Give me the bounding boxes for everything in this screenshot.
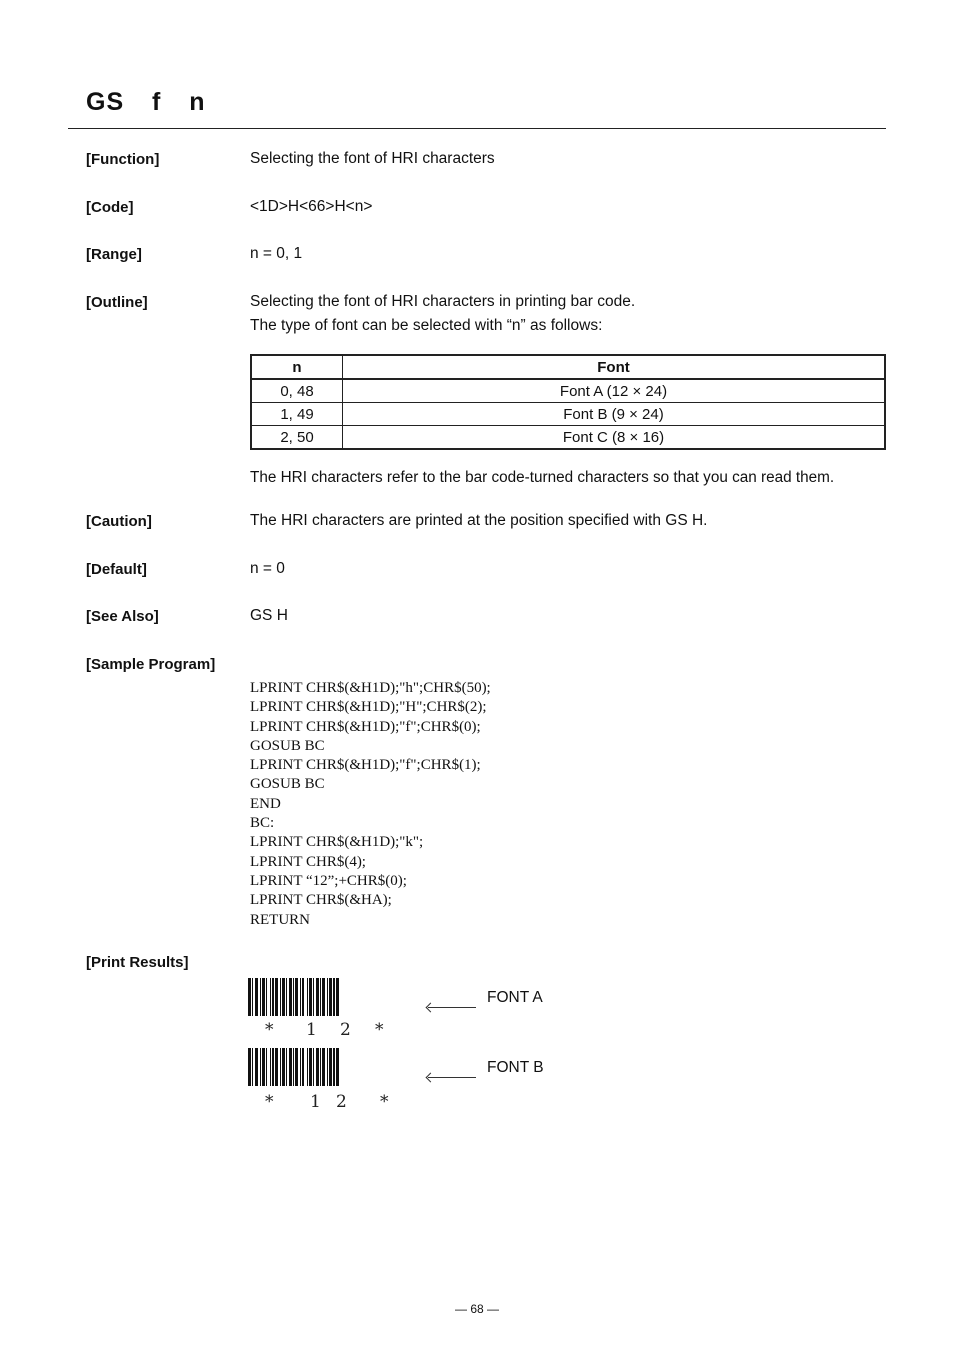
code-line: LPRINT “12”;+CHR$(0); — [250, 872, 407, 889]
barcode-bar — [327, 978, 328, 1016]
barcode-bar — [307, 978, 308, 1016]
table-cell-font: Font C (8 × 16) — [343, 426, 886, 450]
code-line: LPRINT CHR$(&H1D);"H";CHR$(2); — [250, 699, 487, 716]
range-text: n = 0, 1 — [250, 245, 303, 262]
barcode-bar — [248, 978, 251, 1016]
barcode-bar — [300, 978, 301, 1016]
barcode-bar — [286, 1048, 287, 1086]
barcode-bar — [260, 1048, 261, 1086]
barcode-bar — [275, 1048, 278, 1086]
outline-line-1: Selecting the font of HRI characters in printing bar code. — [250, 293, 636, 310]
barcode-font-a — [248, 978, 414, 1018]
barcode-bar — [280, 978, 281, 1016]
barcode-bar — [262, 978, 265, 1016]
barcode-bar — [295, 978, 298, 1016]
barcode-bar — [248, 1048, 251, 1086]
barcode-bar — [313, 1048, 314, 1086]
caution-label: [Caution] — [86, 513, 152, 530]
see-also-label: [See Also] — [86, 608, 159, 625]
outline-line-2: The type of font can be selected with “n” as follows: — [250, 317, 603, 334]
code-line: LPRINT CHR$(4); — [250, 853, 366, 870]
table-cell-n: 2, 50 — [251, 426, 343, 450]
table-header-font: Font — [343, 355, 886, 379]
default-text: n = 0 — [250, 560, 285, 577]
barcode-bar — [302, 1048, 304, 1086]
barcode-bar — [336, 978, 339, 1016]
barcode-bar — [262, 1048, 265, 1086]
font-table — [250, 354, 886, 450]
table-header-row — [251, 355, 885, 379]
code-line: RETURN — [250, 911, 310, 928]
code-line: GOSUB BC — [250, 737, 325, 754]
default-label: [Default] — [86, 561, 147, 578]
code-line: LPRINT CHR$(&H1D);"f";CHR$(1); — [250, 757, 481, 774]
barcode-bar — [293, 978, 294, 1016]
code-line: GOSUB BC — [250, 776, 325, 793]
table-cell-n: 0, 48 — [251, 379, 343, 403]
font-b-label: FONT B — [487, 1059, 544, 1076]
barcode-bar — [336, 1048, 339, 1086]
page-title: GS f n — [86, 88, 206, 116]
barcode-bar — [272, 1048, 274, 1086]
barcode-bar — [322, 1048, 325, 1086]
barcode-bar — [320, 978, 321, 1016]
sample-code-block — [250, 679, 491, 930]
table-row — [251, 379, 885, 403]
outline-text — [250, 290, 635, 338]
barcode-font-b — [248, 1048, 414, 1088]
barcode-bar — [286, 978, 287, 1016]
table-row — [251, 426, 885, 450]
hri-char-font-b-3: 2 — [336, 1092, 347, 1112]
barcode-bar — [289, 1048, 292, 1086]
barcode-bar — [309, 1048, 312, 1086]
hri-char-font-b-4: * — [380, 1092, 389, 1112]
function-label: [Function] — [86, 151, 160, 168]
barcode-bar — [275, 978, 278, 1016]
arrow-left-icon — [428, 998, 476, 1015]
page-number: — 68 — — [454, 1302, 499, 1316]
barcode-bar — [300, 1048, 301, 1086]
barcode-bar — [255, 978, 258, 1016]
outline-label: [Outline] — [86, 294, 148, 311]
barcode-bar — [313, 978, 314, 1016]
barcode-bar — [329, 978, 332, 1016]
barcode-bar — [272, 978, 274, 1016]
barcode-bar — [270, 1048, 271, 1086]
barcode-bar — [289, 978, 292, 1016]
code-label: [Code] — [86, 199, 134, 216]
hri-char-font-a-2: 1 — [306, 1020, 317, 1040]
caution-text: The HRI characters are printed at the position specified with GS H. — [250, 512, 708, 529]
barcode-bar — [333, 978, 335, 1016]
code-line: LPRINT CHR$(&H1D);"k"; — [250, 834, 424, 851]
hri-char-font-b-2: 1 — [310, 1092, 321, 1112]
barcode-bar — [260, 978, 261, 1016]
barcode-bar — [266, 1048, 267, 1086]
code-line: LPRINT CHR$(&H1D);"f";CHR$(0); — [250, 718, 481, 735]
barcode-bar — [266, 978, 267, 1016]
barcode-bar — [252, 1048, 253, 1086]
barcode-bar — [252, 978, 253, 1016]
table-cell-n: 1, 49 — [251, 403, 343, 426]
barcode-bar — [295, 1048, 298, 1086]
code-text: <1D>H<66>H<n> — [250, 198, 373, 215]
barcode-bar — [316, 978, 319, 1016]
code-line: LPRINT CHR$(&HA); — [250, 892, 392, 909]
barcode-bar — [316, 1048, 319, 1086]
hri-char-font-b-1: * — [265, 1092, 274, 1112]
barcode-bar — [282, 978, 285, 1016]
table-row — [251, 403, 885, 426]
code-line: LPRINT CHR$(&H1D);"h";CHR$(50); — [250, 680, 491, 696]
sample-program-label: [Sample Program] — [86, 656, 216, 673]
code-line: BC: — [250, 815, 275, 832]
function-text: Selecting the font of HRI characters — [250, 150, 495, 167]
barcode-bar — [280, 1048, 281, 1086]
font-a-label: FONT A — [487, 989, 543, 1006]
barcode-bar — [329, 1048, 332, 1086]
hri-char-font-a-1: * — [265, 1020, 274, 1040]
print-results-label: [Print Results] — [86, 954, 189, 971]
code-line: END — [250, 795, 281, 812]
barcode-bar — [322, 978, 325, 1016]
table-header-n: n — [251, 355, 343, 379]
barcode-bar — [333, 1048, 335, 1086]
barcode-bar — [307, 1048, 308, 1086]
see-also-text: GS H — [250, 607, 288, 624]
barcode-bar — [302, 978, 304, 1016]
barcode-bar — [255, 1048, 258, 1086]
barcode-bar — [309, 978, 312, 1016]
outline-note: The HRI characters refer to the bar code-turned characters so that you can read them. — [250, 469, 835, 486]
range-label: [Range] — [86, 246, 142, 263]
barcode-bar — [320, 1048, 321, 1086]
barcode-bar — [327, 1048, 328, 1086]
barcode-bar — [282, 1048, 285, 1086]
table-cell-font: Font A (12 × 24) — [343, 379, 886, 403]
hri-char-font-a-4: * — [375, 1020, 384, 1040]
arrow-left-icon — [428, 1068, 476, 1085]
title-rule — [68, 128, 886, 129]
table-cell-font: Font B (9 × 24) — [343, 403, 886, 426]
hri-char-font-a-3: 2 — [340, 1020, 351, 1040]
barcode-bar — [293, 1048, 294, 1086]
barcode-bar — [270, 978, 271, 1016]
